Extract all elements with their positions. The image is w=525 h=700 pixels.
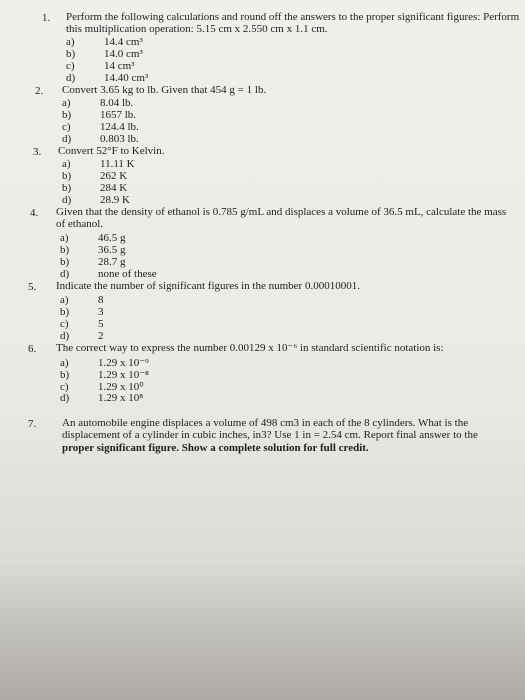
question-6-option-a: a) 1.29 x 10⁻⁹ — [60, 357, 149, 369]
question-3-option-a: a) 11.11 K — [62, 158, 135, 170]
question-1-text-line-2: this multiplication operation: 5.15 cm x 2.550 cm x 1.1 cm. — [66, 23, 328, 35]
question-4-option-d: d) none of these — [60, 268, 157, 280]
question-1-text-line-1: Perform the following calculations and round off the answers to the proper significant figures: Perform — [66, 11, 520, 23]
question-6-text: The correct way to express the number 0.00129 x 10⁻⁶ in standard scientific notation is: — [56, 342, 444, 354]
question-1-option-c: c) 14 cm³ — [66, 60, 135, 72]
question-3-option-b2: b) 284 K — [62, 182, 128, 194]
question-4-text-line-1: Given that the density of ethanol is 0.785 g/mL and displaces a volume of 36.5 mL, calculate the mass — [56, 206, 507, 218]
question-5-text: Indicate the number of significant figures in the number 0.00010001. — [56, 280, 360, 292]
question-2-option-b: b) 1657 lb. — [62, 109, 137, 121]
question-6-option-b: b) 1.29 x 10⁻⁸ — [60, 369, 149, 381]
question-5-number: 5. — [28, 281, 37, 293]
question-7-text-line-3: proper significant figure. Show a complete solution for full credit. — [62, 442, 369, 454]
question-4-text-line-2: of ethanol. — [56, 218, 104, 230]
question-7-number: 7. — [28, 418, 37, 430]
question-6-number: 6. — [28, 343, 37, 355]
question-3-number: 3. — [33, 146, 42, 158]
question-1-option-a: a) 14.4 cm³ — [66, 36, 143, 48]
question-5-option-c: c) 5 — [60, 318, 104, 330]
question-5-option-b: b) 3 — [60, 306, 104, 318]
question-2-option-c: c) 124.4 lb. — [62, 121, 139, 133]
question-3-text: Convert 52°F to Kelvin. — [58, 145, 165, 157]
question-4-number: 4. — [30, 207, 39, 219]
question-4-option-a: a) 46.5 g — [60, 232, 126, 244]
question-4-option-b: b) 36.5 g — [60, 244, 126, 256]
question-1-option-d: d) 14.40 cm³ — [66, 72, 149, 84]
question-5-option-a: a) 8 — [60, 294, 104, 306]
question-1-option-b: b) 14.0 cm³ — [66, 48, 143, 60]
question-2-number: 2. — [35, 85, 44, 97]
question-2-option-a: a) 8.04 lb. — [62, 97, 134, 109]
question-5-option-d: d) 2 — [60, 330, 104, 342]
question-3-option-b: b) 262 K — [62, 170, 128, 182]
question-3-option-d: d) 28.9 K — [62, 194, 130, 206]
question-1-number: 1. — [42, 12, 51, 24]
question-2-option-d: d) 0.803 lb. — [62, 133, 139, 145]
page-shadow — [0, 560, 525, 700]
question-6-option-c: c) 1.29 x 10⁰ — [60, 381, 144, 393]
question-4-option-b2: b) 28.7 g — [60, 256, 126, 268]
question-7-text-line-1: An automobile engine displaces a volume of 498 cm3 in each of the 8 cylinders. What is the — [62, 417, 469, 429]
question-2-text: Convert 3.65 kg to lb. Given that 454 g = 1 lb. — [62, 84, 267, 96]
question-7-text-line-2: displacement of a cylinder in cubic inches, in3? Use 1 in = 2.54 cm. Report final answer to the — [62, 429, 478, 441]
question-6-option-d: d) 1.29 x 10⁸ — [60, 392, 144, 404]
